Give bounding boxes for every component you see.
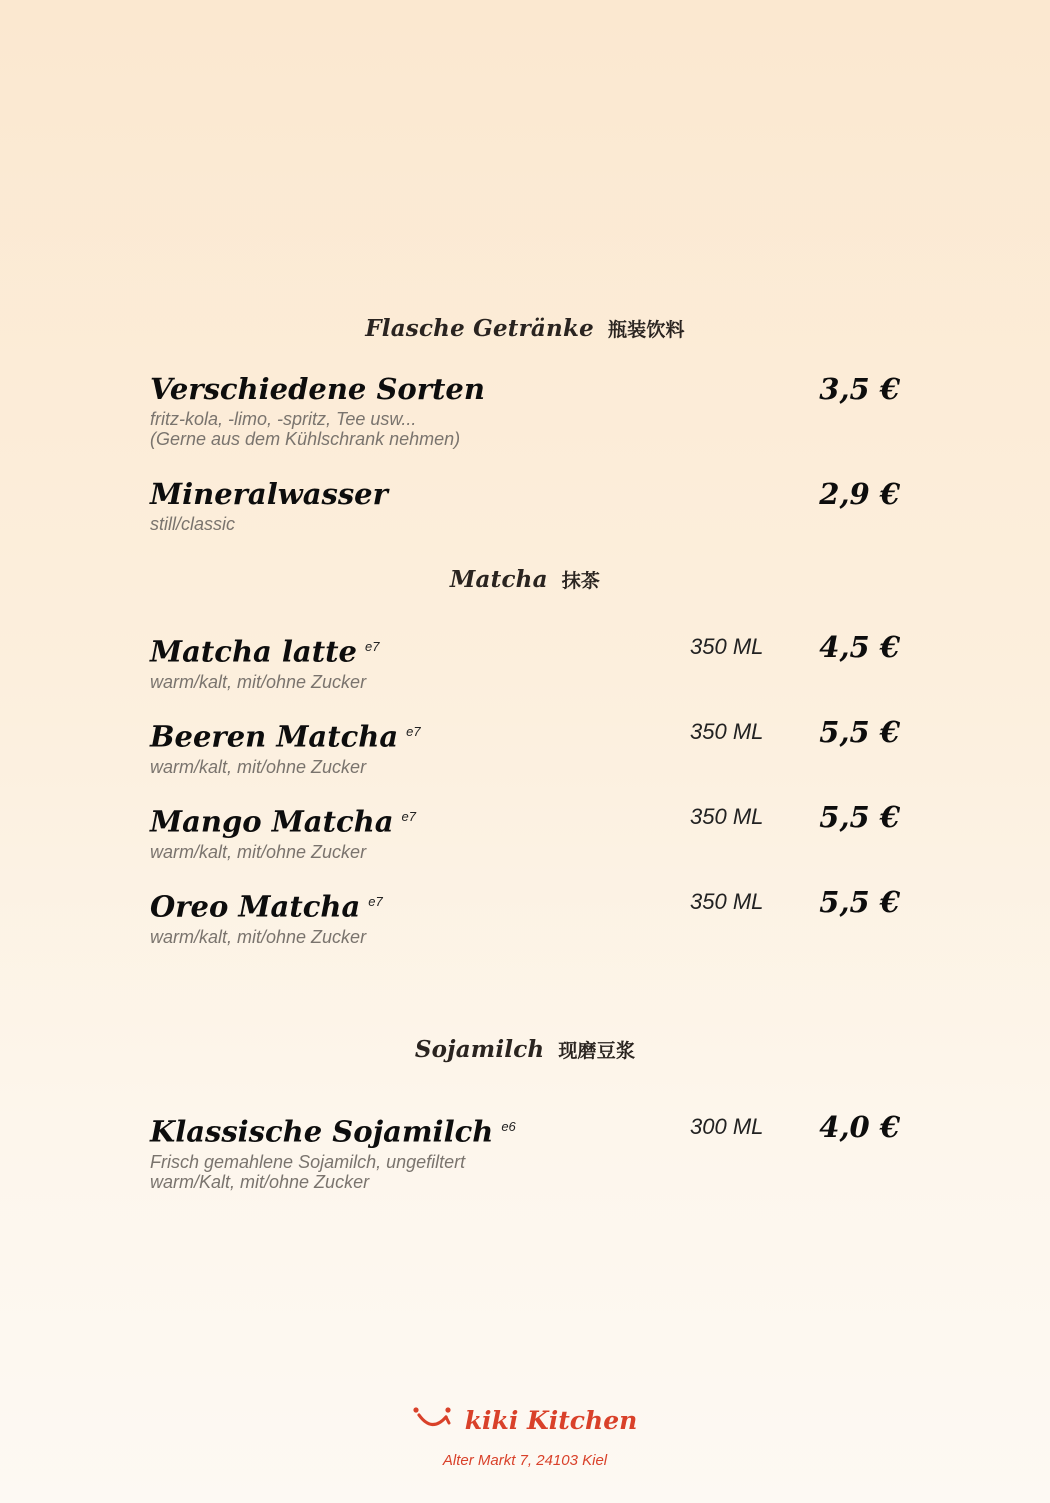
item-description: warm/kalt, mit/ohne Zucker bbox=[150, 926, 367, 947]
additive-note: e7 bbox=[401, 809, 416, 824]
item-description: fritz-kola, -limo, -spritz, Tee usw... bbox=[150, 409, 417, 429]
item-name-row bbox=[150, 629, 910, 670]
menu-item-beeren-matcha bbox=[150, 714, 910, 777]
item-size: 350 ML bbox=[690, 634, 764, 659]
item-size: 350 ML bbox=[690, 889, 764, 914]
item-price: 2,9 € bbox=[819, 477, 900, 511]
item-description: warm/kalt, mit/ohne Zucker bbox=[150, 756, 367, 777]
item-price: 4,5 € bbox=[819, 630, 900, 664]
item-description-2: (Gerne aus dem Kühlschrank nehmen) bbox=[150, 429, 461, 449]
brand-name: kiki Kitchen bbox=[464, 1406, 638, 1435]
section-title-text: Flasche Getränke bbox=[365, 315, 594, 342]
item-description: Frisch gemahlene Sojamilch, ungefiltert bbox=[150, 1151, 466, 1172]
additive-note: e7 bbox=[406, 724, 421, 739]
item-name: Beeren Matcha bbox=[150, 719, 399, 754]
additive-note: e7 bbox=[364, 639, 380, 654]
item-name: Matcha latte bbox=[150, 634, 357, 669]
item-name: Klassische Sojamilch bbox=[150, 1114, 494, 1149]
item-description: warm/kalt, mit/ohne Zucker bbox=[150, 841, 367, 862]
item-name: Oreo Matcha bbox=[150, 889, 361, 924]
item-name: Mango Matcha bbox=[150, 804, 394, 839]
item-price: 3,5 € bbox=[819, 372, 900, 406]
section-title-text: Matcha bbox=[449, 566, 548, 593]
menu-item-oreo-matcha bbox=[150, 884, 910, 947]
menu-item-sorten bbox=[150, 371, 910, 449]
additive-note: e6 bbox=[501, 1119, 516, 1134]
brand-logo bbox=[0, 1405, 1050, 1436]
section-title-sojamilch bbox=[0, 1036, 1050, 1063]
item-price: 5,5 € bbox=[819, 715, 900, 749]
item-name-row bbox=[150, 714, 910, 755]
menu-item-mango-matcha bbox=[150, 799, 910, 862]
section-title-bottles bbox=[0, 315, 1050, 342]
item-name-row bbox=[150, 799, 910, 840]
item-description: still/classic bbox=[150, 514, 236, 534]
item-name: Verschiedene Sorten bbox=[150, 372, 485, 406]
section-title-text: Sojamilch bbox=[414, 1036, 545, 1063]
section-title-matcha bbox=[0, 566, 1050, 593]
menu-item-klassische-sojamilch bbox=[150, 1109, 910, 1192]
menu-item-matcha-latte bbox=[150, 629, 910, 692]
item-price: 5,5 € bbox=[819, 885, 900, 919]
item-description: warm/kalt, mit/ohne Zucker bbox=[150, 671, 367, 692]
item-name-row bbox=[150, 884, 910, 925]
item-description-2: warm/Kalt, mit/ohne Zucker bbox=[150, 1171, 370, 1192]
additive-note: e7 bbox=[368, 894, 383, 909]
item-price: 4,0 € bbox=[819, 1110, 900, 1144]
section-title-cn: 瓶装饮料 bbox=[607, 319, 685, 341]
item-size: 350 ML bbox=[690, 719, 764, 744]
section-title-cn: 现磨豆浆 bbox=[558, 1040, 636, 1062]
item-size: 300 ML bbox=[690, 1114, 764, 1139]
item-size: 350 ML bbox=[690, 804, 764, 829]
address: Alter Markt 7, 24103 Kiel bbox=[442, 1452, 608, 1469]
item-name: Mineralwasser bbox=[150, 477, 388, 511]
item-price: 5,5 € bbox=[819, 800, 900, 834]
smile-face-icon bbox=[413, 1405, 453, 1436]
item-name-row bbox=[150, 1109, 910, 1150]
section-title-cn: 抹茶 bbox=[561, 570, 601, 592]
menu-item-mineralwasser bbox=[150, 476, 910, 534]
